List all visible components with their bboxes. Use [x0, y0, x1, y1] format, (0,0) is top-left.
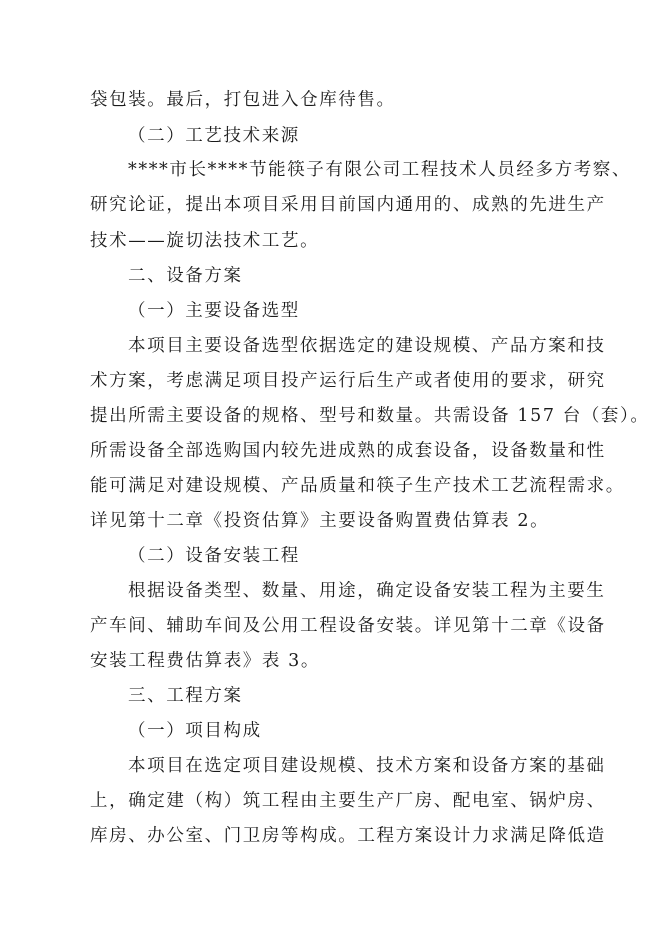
paragraph-line: 研究论证，提出本项目采用目前国内通用的、成熟的先进生产 [90, 195, 606, 215]
section-heading: （一）项目构成 [128, 721, 262, 741]
paragraph-line: 所需设备全部选购国内较先进成熟的成套设备，设备数量和性 [90, 441, 606, 461]
section-heading: 三、工程方案 [128, 686, 243, 706]
paragraph-line: 库房、办公室、门卫房等构成。工程方案设计力求满足降低造 [90, 826, 606, 846]
paragraph-line: 袋包装。最后，打包进入仓库待售。 [90, 90, 396, 110]
section-heading: （二）工艺技术来源 [128, 126, 300, 146]
section-heading: 二、设备方案 [128, 266, 243, 286]
paragraph-line: ****市长****节能筷子有限公司工程技术人员经多方考察、 [128, 160, 631, 180]
paragraph-line: 根据设备类型、数量、用途，确定设备安装工程为主要生 [128, 581, 606, 601]
paragraph-line: 本项目主要设备选型依据选定的建设规模、产品方案和技 [128, 336, 606, 356]
paragraph-line: 能可满足对建设规模、产品质量和筷子生产技术工艺流程需求。 [90, 476, 625, 496]
paragraph-line: 安装工程费估算表》表 3。 [90, 651, 320, 671]
paragraph-line: 产车间、辅助车间及公用工程设备安装。详见第十二章《设备 [90, 616, 606, 636]
paragraph-line: 技术——旋切法技术工艺。 [90, 231, 320, 251]
section-heading: （一）主要设备选型 [128, 301, 300, 321]
paragraph-line: 详见第十二章《投资估算》主要设备购置费估算表 2。 [90, 511, 550, 531]
paragraph-line: 提出所需主要设备的规格、型号和数量。共需设备 157 台（套）。 [90, 406, 650, 426]
paragraph-line: 本项目在选定项目建设规模、技术方案和设备方案的基础 [128, 756, 606, 776]
paragraph-line: 上，确定建（构）筑工程由主要生产厂房、配电室、锅炉房、 [90, 791, 606, 811]
paragraph-line: 术方案，考虑满足项目投产运行后生产或者使用的要求，研究 [90, 371, 606, 391]
section-heading: （二）设备安装工程 [128, 546, 300, 566]
